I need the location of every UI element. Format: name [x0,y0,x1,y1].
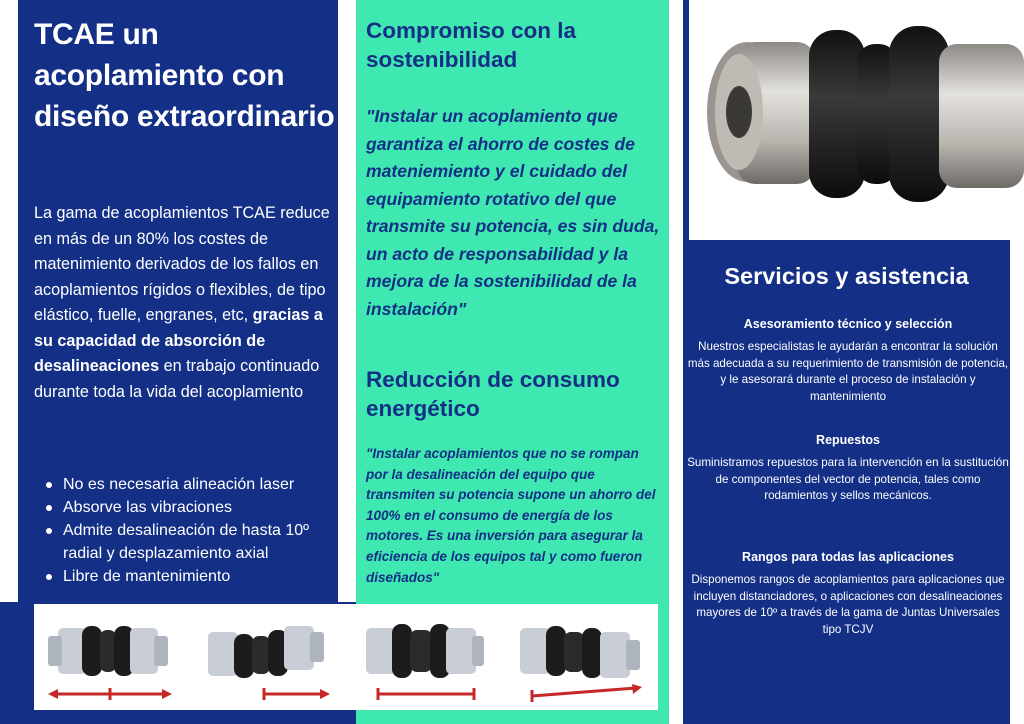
intro-paragraph [34,201,344,405]
service-block [686,315,1010,405]
main-title: TCAE un acoplamiento con diseño extraordinario [34,18,335,133]
energy-quote: "Instalar acoplamientos que no se rompan por la desalineación del equipo que transmiten su potencia supone un ahorro del 100% en el consumo de energía de los motores. Es una inversión para asegurar la eficiencia de los equipos tal y como fueron diseñados" [366,446,656,585]
service-block [686,431,1010,505]
service-title: Repuestos [816,433,880,447]
feature-item: Absorve las vibraciones [44,496,344,519]
bullet-dot-icon [46,505,52,511]
feature-item: No es necesaria alineación laser [44,473,344,496]
coupling-photo [689,0,1024,240]
coupling-gallery [34,604,658,710]
bullet-dot-icon [46,574,52,580]
coupling-diagram [198,610,338,706]
bullet-dot-icon [46,482,52,488]
service-text: Nuestros especialistas le ayudarán a encontrar la solución más adecuada a su requerimiento de transmisión de potencia, y le asesorará durante el proceso de instalación y mantenimiento [687,340,1009,403]
service-text: Disponemos rangos de acoplamientos para aplicaciones que incluyen distanciadores, o aplicaciones con desalineaciones mayores de 10º a través de la gama de Juntas Universales tipo TCJV [691,573,1005,636]
coupling-diagram [512,610,652,706]
coupling-diagram [40,610,180,706]
feature-item: Admite desalineación de hasta 10º radial y desplazamiento axial [44,519,344,565]
services-title: Servicios y asistencia [724,263,969,289]
feature-item: Libre de mantenimiento [44,565,344,588]
intro-text: La gama de acoplamientos TCAE reduce en más de un 80% los costes de matenimiento derivados de los fallos en acoplamientos rígidos o flexibles, de tipo elástico, fuelle, engranes, etc, [34,204,330,324]
service-text: Suministramos repuestos para la intervención en la sustitución de componentes del vector de potencia, tales como rodamientos y sellos mecánicos. [687,456,1009,503]
intro-end: en trabajo continuado durante toda la vida del acoplamiento [34,357,320,401]
sustainability-quote: "Instalar un acoplamiento que garantiza el ahorro de costes de mateniemiento y el cuidado del equipamiento rotativo del que transmite su potencia, es sin duda, un acto de responsabilidad y la mejora de la sostenibilidad de la instalación" [366,106,660,319]
feature-list [44,473,344,588]
energy-title: Reducción de consumo energético [366,367,620,421]
sustainability-title: Compromiso con la sostenibilidad [366,18,577,72]
bullet-dot-icon [46,528,52,534]
service-block [686,548,1010,638]
service-title: Rangos para todas las aplicaciones [742,550,954,564]
coupling-diagram [356,610,496,706]
service-title: Asesoramiento técnico y selección [743,317,953,331]
intro-bold: gracias a su capacidad de absorción de desalineaciones [34,306,323,375]
